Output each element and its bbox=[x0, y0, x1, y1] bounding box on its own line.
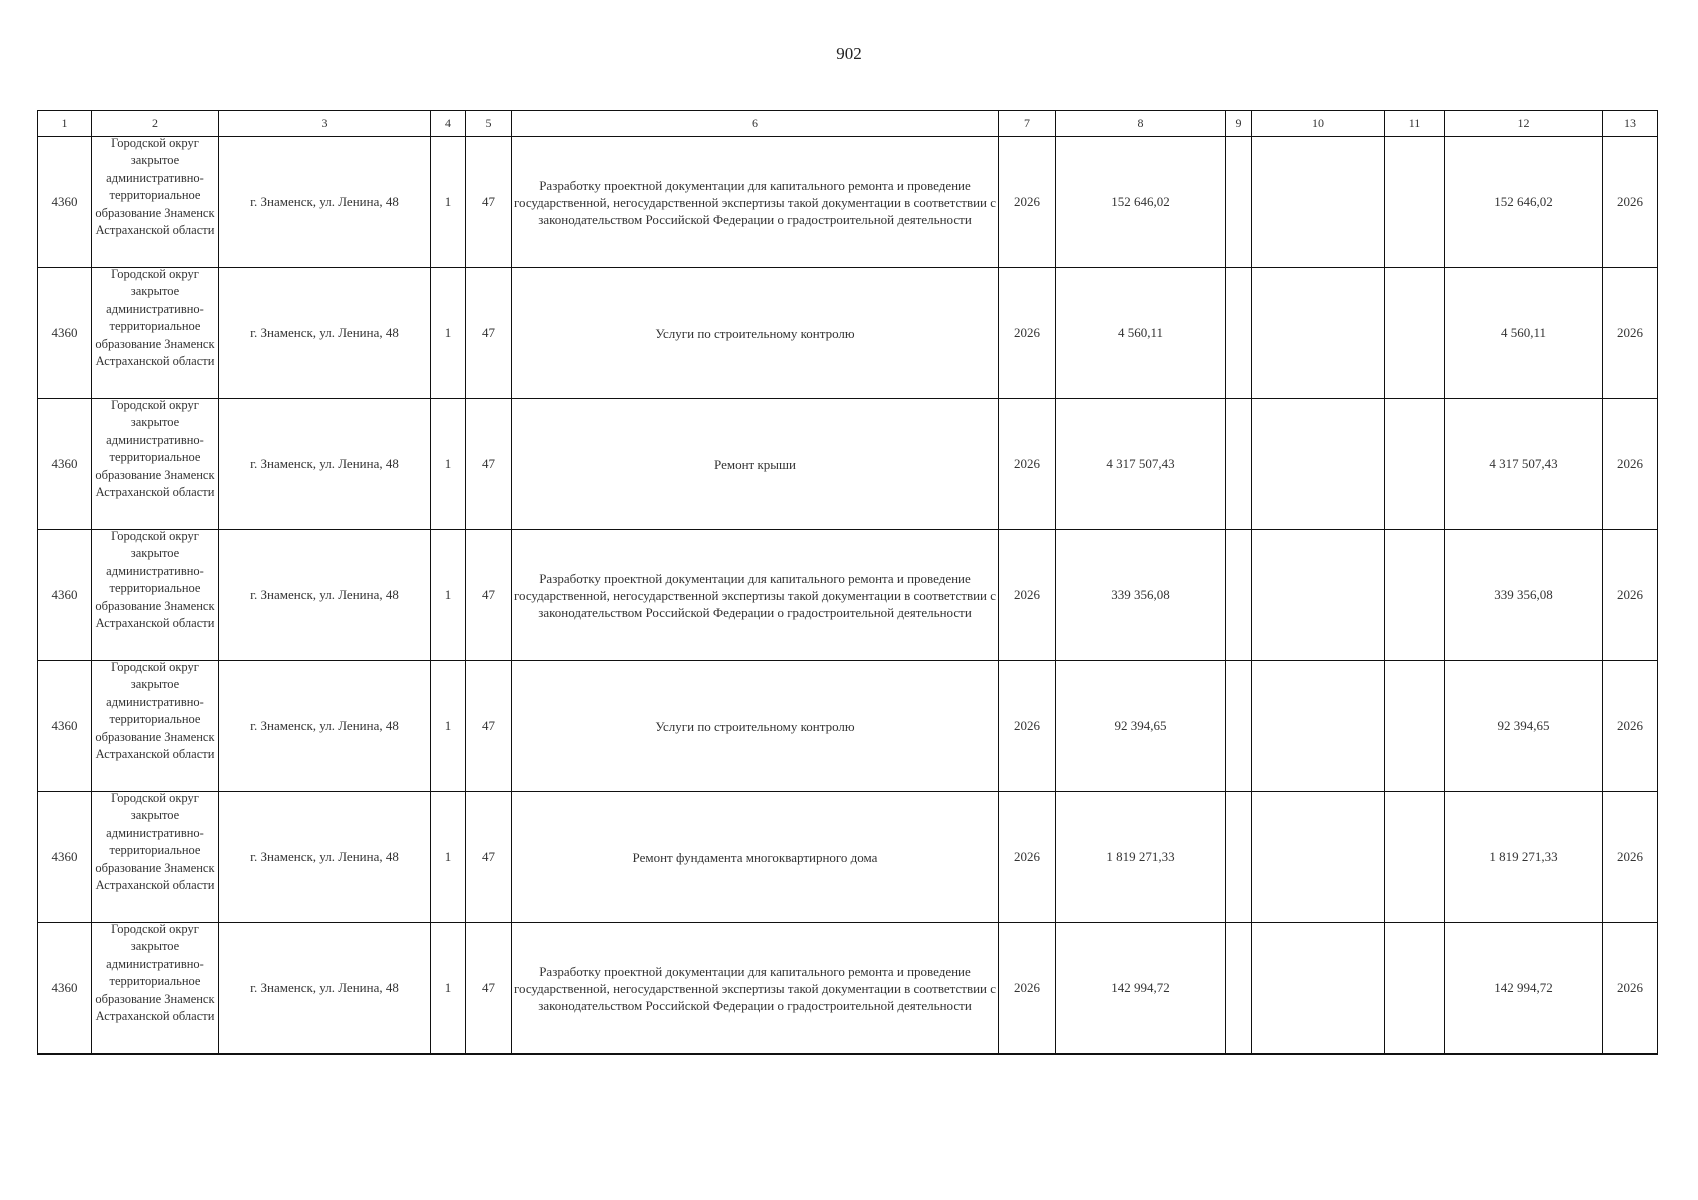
column-header-7: 7 bbox=[999, 111, 1056, 137]
column-header-8: 8 bbox=[1056, 111, 1226, 137]
object-id-cell: 4360 bbox=[38, 792, 92, 923]
year-cell: 2026 bbox=[999, 530, 1056, 661]
amount-cell: 4 560,11 bbox=[1056, 268, 1226, 399]
object-id-cell: 4360 bbox=[38, 137, 92, 268]
column-9-cell bbox=[1226, 530, 1252, 661]
column-10-cell bbox=[1252, 399, 1385, 530]
table-row bbox=[38, 661, 1658, 792]
column-9-cell bbox=[1226, 268, 1252, 399]
column-5-cell: 47 bbox=[466, 792, 512, 923]
column-10-cell bbox=[1252, 661, 1385, 792]
work-type-cell: Разработку проектной документации для капитального ремонта и проведение государственной, негосударственной экспертизы такой документации в соответствии с законодательством Российской Федерации о градостроительной деятельности bbox=[512, 923, 999, 1055]
end-year-cell: 2026 bbox=[1603, 661, 1658, 792]
column-11-cell bbox=[1385, 268, 1445, 399]
municipality-cell bbox=[92, 661, 219, 792]
column-10-cell bbox=[1252, 792, 1385, 923]
column-header-3: 3 bbox=[219, 111, 431, 137]
address-cell: г. Знаменск, ул. Ленина, 48 bbox=[219, 530, 431, 661]
column-11-cell bbox=[1385, 530, 1445, 661]
end-year-cell: 2026 bbox=[1603, 399, 1658, 530]
column-5-cell: 47 bbox=[466, 661, 512, 792]
municipality-text: Городской округ закрытое административно-территориальное образование Знаменск Астраханской области bbox=[95, 660, 215, 762]
amount-cell: 4 317 507,43 bbox=[1056, 399, 1226, 530]
column-4-cell: 1 bbox=[431, 137, 466, 268]
column-header-2: 2 bbox=[92, 111, 219, 137]
column-5-cell: 47 bbox=[466, 137, 512, 268]
column-9-cell bbox=[1226, 792, 1252, 923]
municipality-text: Городской округ закрытое административно-территориальное образование Знаменск Астраханской области bbox=[95, 922, 215, 1024]
column-4-cell: 1 bbox=[431, 530, 466, 661]
column-10-cell bbox=[1252, 923, 1385, 1055]
object-id-cell: 4360 bbox=[38, 661, 92, 792]
column-header-9: 9 bbox=[1226, 111, 1252, 137]
work-type-cell: Услуги по строительному контролю bbox=[512, 661, 999, 792]
year-cell: 2026 bbox=[999, 399, 1056, 530]
municipality-cell bbox=[92, 399, 219, 530]
municipality-text: Городской округ закрытое административно-территориальное образование Знаменск Астраханской области bbox=[95, 398, 215, 500]
column-11-cell bbox=[1385, 399, 1445, 530]
year-cell: 2026 bbox=[999, 661, 1056, 792]
amount-cell: 142 994,72 bbox=[1056, 923, 1226, 1055]
object-id-cell: 4360 bbox=[38, 399, 92, 530]
capital-repair-table bbox=[37, 110, 1658, 1055]
header-row bbox=[38, 111, 1658, 137]
year-cell: 2026 bbox=[999, 792, 1056, 923]
column-11-cell bbox=[1385, 661, 1445, 792]
column-4-cell: 1 bbox=[431, 268, 466, 399]
object-id-cell: 4360 bbox=[38, 923, 92, 1055]
end-year-cell: 2026 bbox=[1603, 792, 1658, 923]
address-cell: г. Знаменск, ул. Ленина, 48 bbox=[219, 661, 431, 792]
column-5-cell: 47 bbox=[466, 923, 512, 1055]
table-row bbox=[38, 792, 1658, 923]
municipality-cell bbox=[92, 530, 219, 661]
end-year-cell: 2026 bbox=[1603, 137, 1658, 268]
column-header-6: 6 bbox=[512, 111, 999, 137]
column-4-cell: 1 bbox=[431, 923, 466, 1055]
object-id-cell: 4360 bbox=[38, 268, 92, 399]
year-cell: 2026 bbox=[999, 268, 1056, 399]
column-9-cell bbox=[1226, 661, 1252, 792]
column-header-12: 12 bbox=[1445, 111, 1603, 137]
address-cell: г. Знаменск, ул. Ленина, 48 bbox=[219, 792, 431, 923]
page-number: 902 bbox=[836, 44, 862, 63]
end-year-cell: 2026 bbox=[1603, 923, 1658, 1055]
address-cell: г. Знаменск, ул. Ленина, 48 bbox=[219, 137, 431, 268]
total-cell: 339 356,08 bbox=[1445, 530, 1603, 661]
column-10-cell bbox=[1252, 530, 1385, 661]
column-5-cell: 47 bbox=[466, 399, 512, 530]
amount-cell: 339 356,08 bbox=[1056, 530, 1226, 661]
municipality-cell bbox=[92, 923, 219, 1055]
column-9-cell bbox=[1226, 923, 1252, 1055]
amount-cell: 152 646,02 bbox=[1056, 137, 1226, 268]
work-type-cell: Ремонт крыши bbox=[512, 399, 999, 530]
work-type-cell: Услуги по строительному контролю bbox=[512, 268, 999, 399]
column-header-10: 10 bbox=[1252, 111, 1385, 137]
table-header bbox=[38, 111, 1658, 137]
column-header-13: 13 bbox=[1603, 111, 1658, 137]
municipality-text: Городской округ закрытое административно-территориальное образование Знаменск Астраханской области bbox=[95, 529, 215, 631]
work-type-cell: Ремонт фундамента многоквартирного дома bbox=[512, 792, 999, 923]
total-cell: 4 560,11 bbox=[1445, 268, 1603, 399]
end-year-cell: 2026 bbox=[1603, 530, 1658, 661]
column-9-cell bbox=[1226, 399, 1252, 530]
column-4-cell: 1 bbox=[431, 792, 466, 923]
column-4-cell: 1 bbox=[431, 661, 466, 792]
amount-cell: 92 394,65 bbox=[1056, 661, 1226, 792]
municipality-cell bbox=[92, 792, 219, 923]
total-cell: 1 819 271,33 bbox=[1445, 792, 1603, 923]
table-row bbox=[38, 399, 1658, 530]
column-10-cell bbox=[1252, 268, 1385, 399]
work-type-cell: Разработку проектной документации для капитального ремонта и проведение государственной, негосударственной экспертизы такой документации в соответствии с законодательством Российской Федерации о градостроительной деятельности bbox=[512, 137, 999, 268]
column-4-cell: 1 bbox=[431, 399, 466, 530]
column-header-11: 11 bbox=[1385, 111, 1445, 137]
amount-cell: 1 819 271,33 bbox=[1056, 792, 1226, 923]
end-year-cell: 2026 bbox=[1603, 268, 1658, 399]
column-header-5: 5 bbox=[466, 111, 512, 137]
municipality-cell bbox=[92, 268, 219, 399]
total-cell: 92 394,65 bbox=[1445, 661, 1603, 792]
municipality-text: Городской округ закрытое административно-территориальное образование Знаменск Астраханской области bbox=[95, 267, 215, 369]
total-cell: 152 646,02 bbox=[1445, 137, 1603, 268]
address-cell: г. Знаменск, ул. Ленина, 48 bbox=[219, 268, 431, 399]
column-9-cell bbox=[1226, 137, 1252, 268]
total-cell: 4 317 507,43 bbox=[1445, 399, 1603, 530]
column-11-cell bbox=[1385, 137, 1445, 268]
column-header-4: 4 bbox=[431, 111, 466, 137]
address-cell: г. Знаменск, ул. Ленина, 48 bbox=[219, 923, 431, 1055]
object-id-cell: 4360 bbox=[38, 530, 92, 661]
municipality-cell bbox=[92, 137, 219, 268]
municipality-text: Городской округ закрытое административно-территориальное образование Знаменск Астраханской области bbox=[95, 791, 215, 893]
column-11-cell bbox=[1385, 923, 1445, 1055]
total-cell: 142 994,72 bbox=[1445, 923, 1603, 1055]
table-row bbox=[38, 268, 1658, 399]
address-cell: г. Знаменск, ул. Ленина, 48 bbox=[219, 399, 431, 530]
column-10-cell bbox=[1252, 137, 1385, 268]
column-header-1: 1 bbox=[38, 111, 92, 137]
table-row bbox=[38, 923, 1658, 1055]
column-5-cell: 47 bbox=[466, 530, 512, 661]
year-cell: 2026 bbox=[999, 137, 1056, 268]
work-type-cell: Разработку проектной документации для капитального ремонта и проведение государственной, негосударственной экспертизы такой документации в соответствии с законодательством Российской Федерации о градостроительной деятельности bbox=[512, 530, 999, 661]
column-11-cell bbox=[1385, 792, 1445, 923]
table-row bbox=[38, 530, 1658, 661]
table-body bbox=[38, 137, 1658, 1055]
municipality-text: Городской округ закрытое административно-территориальное образование Знаменск Астраханской области bbox=[95, 136, 215, 238]
table-row bbox=[38, 137, 1658, 268]
column-5-cell: 47 bbox=[466, 268, 512, 399]
year-cell: 2026 bbox=[999, 923, 1056, 1055]
